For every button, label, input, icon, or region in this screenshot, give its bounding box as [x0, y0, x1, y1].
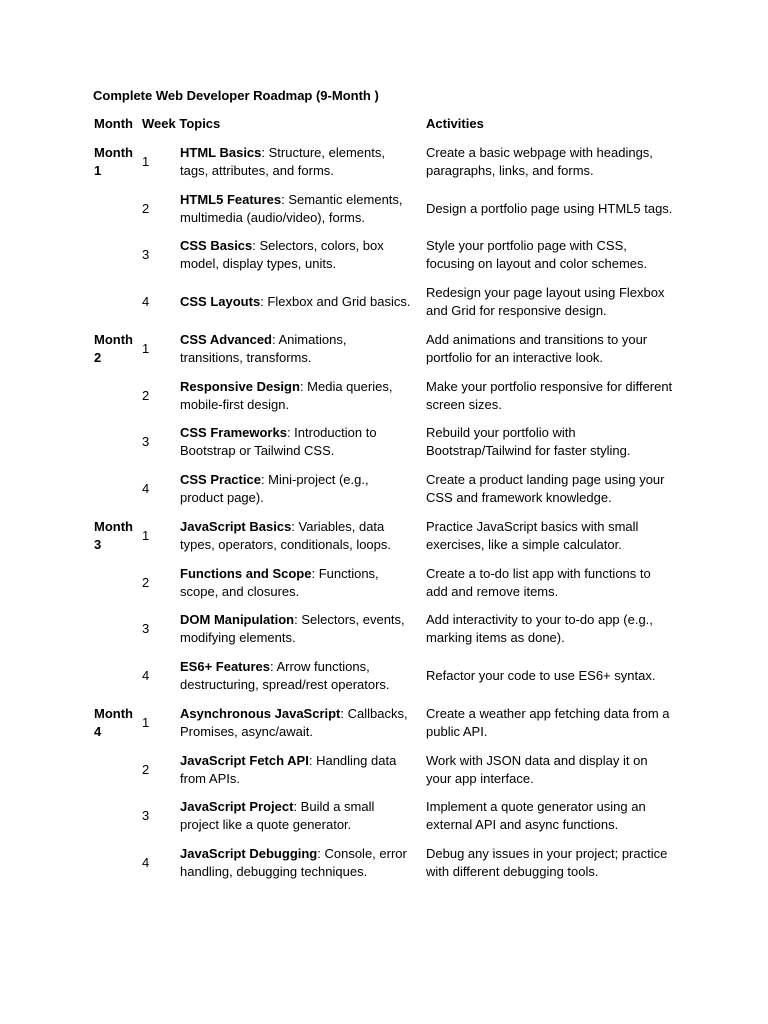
topic-cell — [180, 752, 412, 787]
week-number: 4 — [142, 668, 150, 683]
topic-description: : Arrow functions, destructuring, spread/rest operators. — [180, 659, 390, 692]
week-number: 3 — [142, 808, 150, 823]
activity-cell: Style your portfolio page with CSS, focusing on layout and color schemes. — [426, 238, 648, 271]
week-number: 1 — [142, 528, 150, 543]
week-number: 2 — [142, 388, 150, 403]
topic-title: Functions and Scope — [180, 566, 312, 581]
activity-cell: Create a to-do list app with functions to add and remove items. — [426, 566, 651, 599]
topic-title: JavaScript Fetch API — [180, 753, 309, 768]
topic-title: DOM Manipulation — [180, 612, 295, 627]
activity-cell: Implement a quote generator using an external API and async functions. — [426, 799, 646, 832]
topic-cell — [180, 658, 412, 693]
topic-description: : Selectors, colors, box model, display types, units. — [180, 238, 384, 271]
activity-cell: Create a product landing page using your CSS and framework knowledge. — [426, 472, 665, 505]
month-cell: Month 3 — [94, 519, 133, 552]
topic-description: : Semantic elements, multimedia (audio/video), forms. — [180, 192, 403, 225]
column-header-week-topics: Week Topics — [142, 116, 221, 131]
topic-cell — [180, 237, 412, 272]
column-header-activities: Activities — [426, 116, 484, 131]
column-header-month: Month — [94, 116, 133, 131]
week-number: 2 — [142, 762, 150, 777]
document-title: Complete Web Developer Roadmap (9-Month ) — [93, 88, 379, 103]
activity-cell: Redesign your page layout using Flexbox and Grid for responsive design. — [426, 285, 665, 318]
topic-cell — [180, 293, 412, 311]
topic-cell — [180, 424, 412, 459]
topic-title: CSS Basics — [180, 238, 253, 253]
topic-title: CSS Advanced — [180, 332, 272, 347]
week-number: 4 — [142, 855, 150, 870]
topic-description: : Animations, transitions, transforms. — [180, 332, 347, 365]
topic-cell — [180, 144, 412, 179]
topic-title: HTML Basics — [180, 145, 262, 160]
activity-cell: Add interactivity to your to-do app (e.g., marking items as done). — [426, 612, 653, 645]
week-number: 3 — [142, 247, 150, 262]
topic-title: Responsive Design — [180, 379, 300, 394]
topic-description: : Functions, scope, and closures. — [180, 566, 379, 599]
activity-cell: Create a basic webpage with headings, paragraphs, links, and forms. — [426, 145, 653, 178]
topic-title: HTML5 Features — [180, 192, 282, 207]
week-number: 3 — [142, 621, 150, 636]
activity-cell: Add animations and transitions to your portfolio for an interactive look. — [426, 332, 648, 365]
topic-description: : Introduction to Bootstrap or Tailwind CSS. — [180, 425, 377, 458]
topic-cell — [180, 798, 412, 833]
topic-description: : Build a small project like a quote generator. — [180, 799, 375, 832]
topic-title: JavaScript Project — [180, 799, 294, 814]
topic-description: : Structure, elements, tags, attributes, and forms. — [180, 145, 385, 178]
topic-description: : Variables, data types, operators, conditionals, loops. — [180, 519, 392, 552]
week-number: 3 — [142, 434, 150, 449]
activity-cell: Create a weather app fetching data from a public API. — [426, 706, 670, 739]
topic-cell — [180, 565, 412, 600]
topic-cell — [180, 611, 412, 646]
topic-cell — [180, 705, 412, 740]
topic-cell — [180, 191, 412, 226]
topic-cell — [180, 378, 412, 413]
month-cell: Month 4 — [94, 706, 133, 739]
topic-description: : Console, error handling, debugging techniques. — [180, 846, 407, 879]
topic-cell — [180, 331, 412, 366]
topic-description: : Media queries, mobile-first design. — [180, 379, 393, 412]
week-number: 1 — [142, 154, 150, 169]
topic-description: : Handling data from APIs. — [180, 753, 397, 786]
topic-description: : Flexbox and Grid basics. — [260, 294, 411, 309]
topic-description: : Selectors, events, modifying elements. — [180, 612, 405, 645]
topic-title: CSS Layouts — [180, 294, 261, 309]
topic-cell — [180, 845, 412, 880]
month-cell: Month 1 — [94, 145, 133, 178]
activity-cell: Refactor your code to use ES6+ syntax. — [426, 668, 656, 683]
week-number: 4 — [142, 294, 150, 309]
topic-description: : Mini-project (e.g., product page). — [180, 472, 369, 505]
week-number: 2 — [142, 201, 150, 216]
topic-title: JavaScript Basics — [180, 519, 292, 534]
month-cell: Month 2 — [94, 332, 133, 365]
week-number: 4 — [142, 481, 150, 496]
topic-title: Asynchronous JavaScript — [180, 706, 341, 721]
topic-cell — [180, 518, 412, 553]
topic-title: CSS Frameworks — [180, 425, 287, 440]
topic-title: ES6+ Features — [180, 659, 270, 674]
activity-cell: Make your portfolio responsive for different screen sizes. — [426, 379, 673, 412]
topic-title: CSS Practice — [180, 472, 261, 487]
activity-cell: Practice JavaScript basics with small exercises, like a simple calculator. — [426, 519, 639, 552]
week-number: 1 — [142, 715, 150, 730]
activity-cell: Design a portfolio page using HTML5 tags. — [426, 201, 673, 216]
topic-description: : Callbacks, Promises, async/await. — [180, 706, 408, 739]
activity-cell: Rebuild your portfolio with Bootstrap/Tailwind for faster styling. — [426, 425, 631, 458]
activity-cell: Debug any issues in your project; practice with different debugging tools. — [426, 846, 668, 879]
week-number: 2 — [142, 575, 150, 590]
activity-cell: Work with JSON data and display it on your app interface. — [426, 753, 648, 786]
week-number: 1 — [142, 341, 150, 356]
topic-title: JavaScript Debugging — [180, 846, 318, 861]
topic-cell — [180, 471, 412, 506]
